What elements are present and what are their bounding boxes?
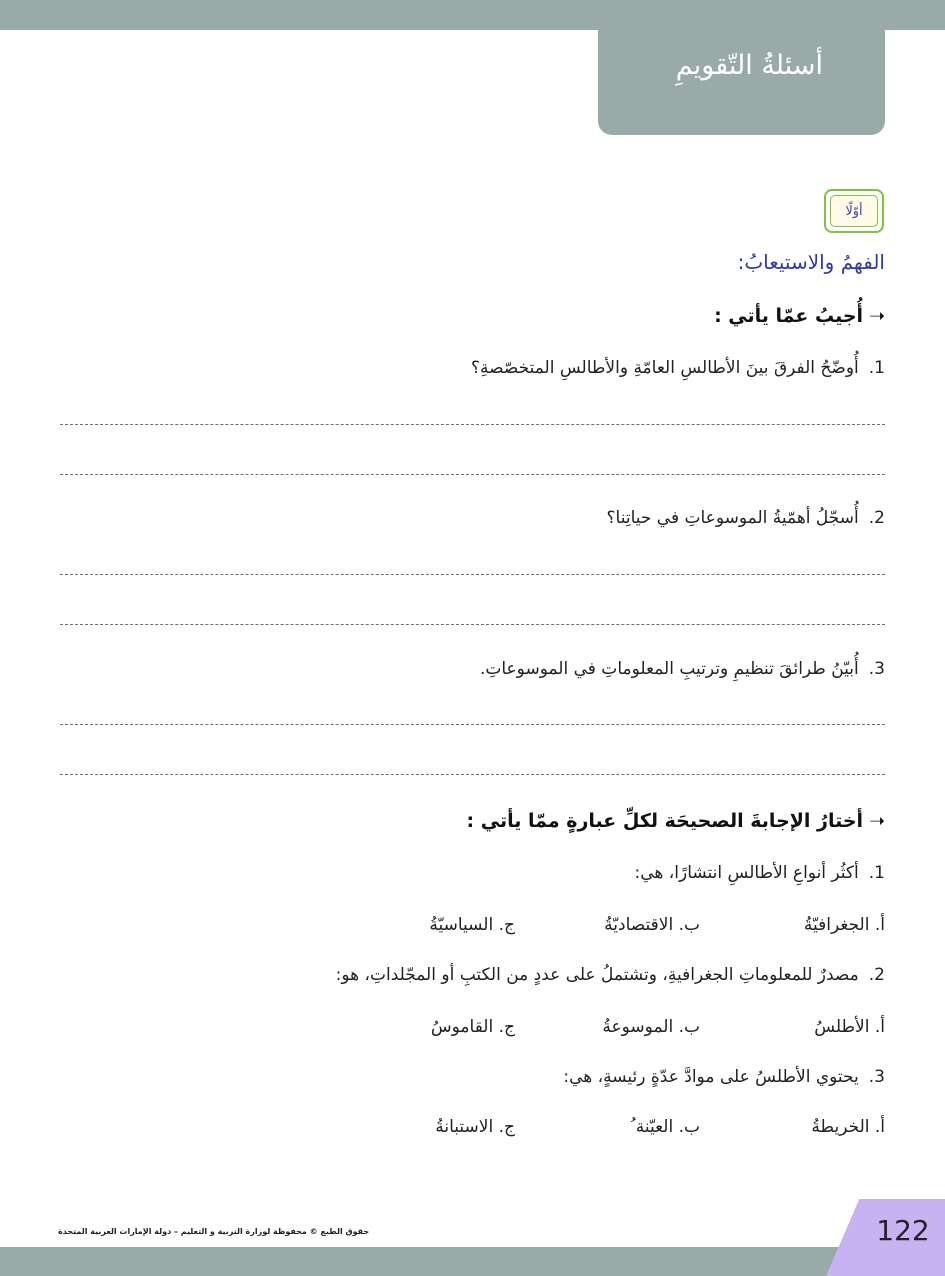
choice-option[interactable]: ب. العيّنة ُ: [630, 1117, 700, 1137]
arrow-icon: ➝: [869, 810, 885, 832]
choice-option[interactable]: ب. الاقتصاديّةُ: [604, 915, 700, 935]
choice-option[interactable]: ج. السياسيّةُ: [429, 915, 515, 935]
choice-option[interactable]: أ. الجغرافيّةُ: [803, 915, 885, 935]
instruction-choose-text: أختارُ الإجابةَ الصحيحَة لكلِّ عبارةٍ ممّا يأتي :: [466, 810, 864, 832]
mc-question-3: [563, 1067, 885, 1087]
question-number: 3.: [868, 1067, 885, 1087]
choice-option[interactable]: أ. الخريطةُ: [811, 1117, 885, 1137]
question-number: 2.: [868, 508, 885, 528]
open-question-1: [471, 358, 885, 378]
choice-option[interactable]: ج. القاموسُ: [430, 1017, 515, 1037]
choice-group: [330, 1117, 885, 1137]
title-tab: [598, 30, 885, 135]
bottom-bar: [0, 1247, 945, 1276]
answer-line[interactable]: [60, 724, 885, 725]
question-text: يحتوي الأطلسُ على موادَّ عدّةٍ رئيسةٍ، هي:: [563, 1067, 859, 1087]
choice-group: [330, 915, 885, 935]
section-badge: [824, 189, 884, 233]
question-number: 2.: [868, 965, 885, 985]
question-text: مصدرٌ للمعلوماتِ الجغرافيةِ، وتشتملُ على عددٍ من الكتبِ أو المجّلداتِ، هو:: [335, 965, 859, 985]
answer-line[interactable]: [60, 424, 885, 425]
instruction-answer-text: أُجيبُ عمّا يأتي :: [714, 305, 864, 327]
footer-copyright: حقوق الطبع © محفوظة لوزارة التربية و التعليم – دولة الإمارات العربية المتحدة: [58, 1227, 370, 1236]
page-number: 122: [876, 1214, 930, 1247]
answer-line[interactable]: [60, 774, 885, 775]
instruction-answer: [714, 305, 885, 327]
question-number: 3.: [868, 659, 885, 679]
section-badge-label: أوّلًا: [830, 195, 878, 227]
page-title: أسئلةُ التّقويمِ: [675, 50, 823, 81]
open-question-2: [607, 508, 885, 528]
answer-line[interactable]: [60, 624, 885, 625]
arrow-icon: ➝: [869, 305, 885, 327]
mc-question-1: [635, 863, 885, 883]
question-text: أكثُر أنواعِ الأطالسِ انتشارًا، هي:: [634, 863, 859, 883]
choice-group: [330, 1017, 885, 1037]
top-bar: [0, 0, 945, 30]
open-question-3: [480, 659, 885, 679]
choice-option[interactable]: ب. الموسوعةُ: [602, 1017, 700, 1037]
choice-option[interactable]: ج. الاستبانةُ: [435, 1117, 515, 1137]
question-text: أُوضّحُ الفرقَ بينَ الأطالسِ العامّةِ والأطالسِ المتخصّصةِ؟: [470, 358, 859, 378]
section-heading: الفهمُ والاستيعابُ:: [737, 250, 885, 274]
question-number: 1.: [868, 358, 885, 378]
answer-line[interactable]: [60, 474, 885, 475]
mc-question-2: [336, 965, 885, 985]
question-number: 1.: [868, 863, 885, 883]
choice-option[interactable]: أ. الأطلسُ: [814, 1017, 885, 1037]
answer-line[interactable]: [60, 574, 885, 575]
question-text: أُسجّلُ أهمّيةُ الموسوعاتِ في حياتِنا؟: [606, 508, 859, 528]
question-text: أُبيّنُ طرائقَ تنظيمِ وترتيبِ المعلوماتِ في الموسوعاتِ.: [479, 659, 859, 679]
instruction-choose: [467, 810, 885, 832]
